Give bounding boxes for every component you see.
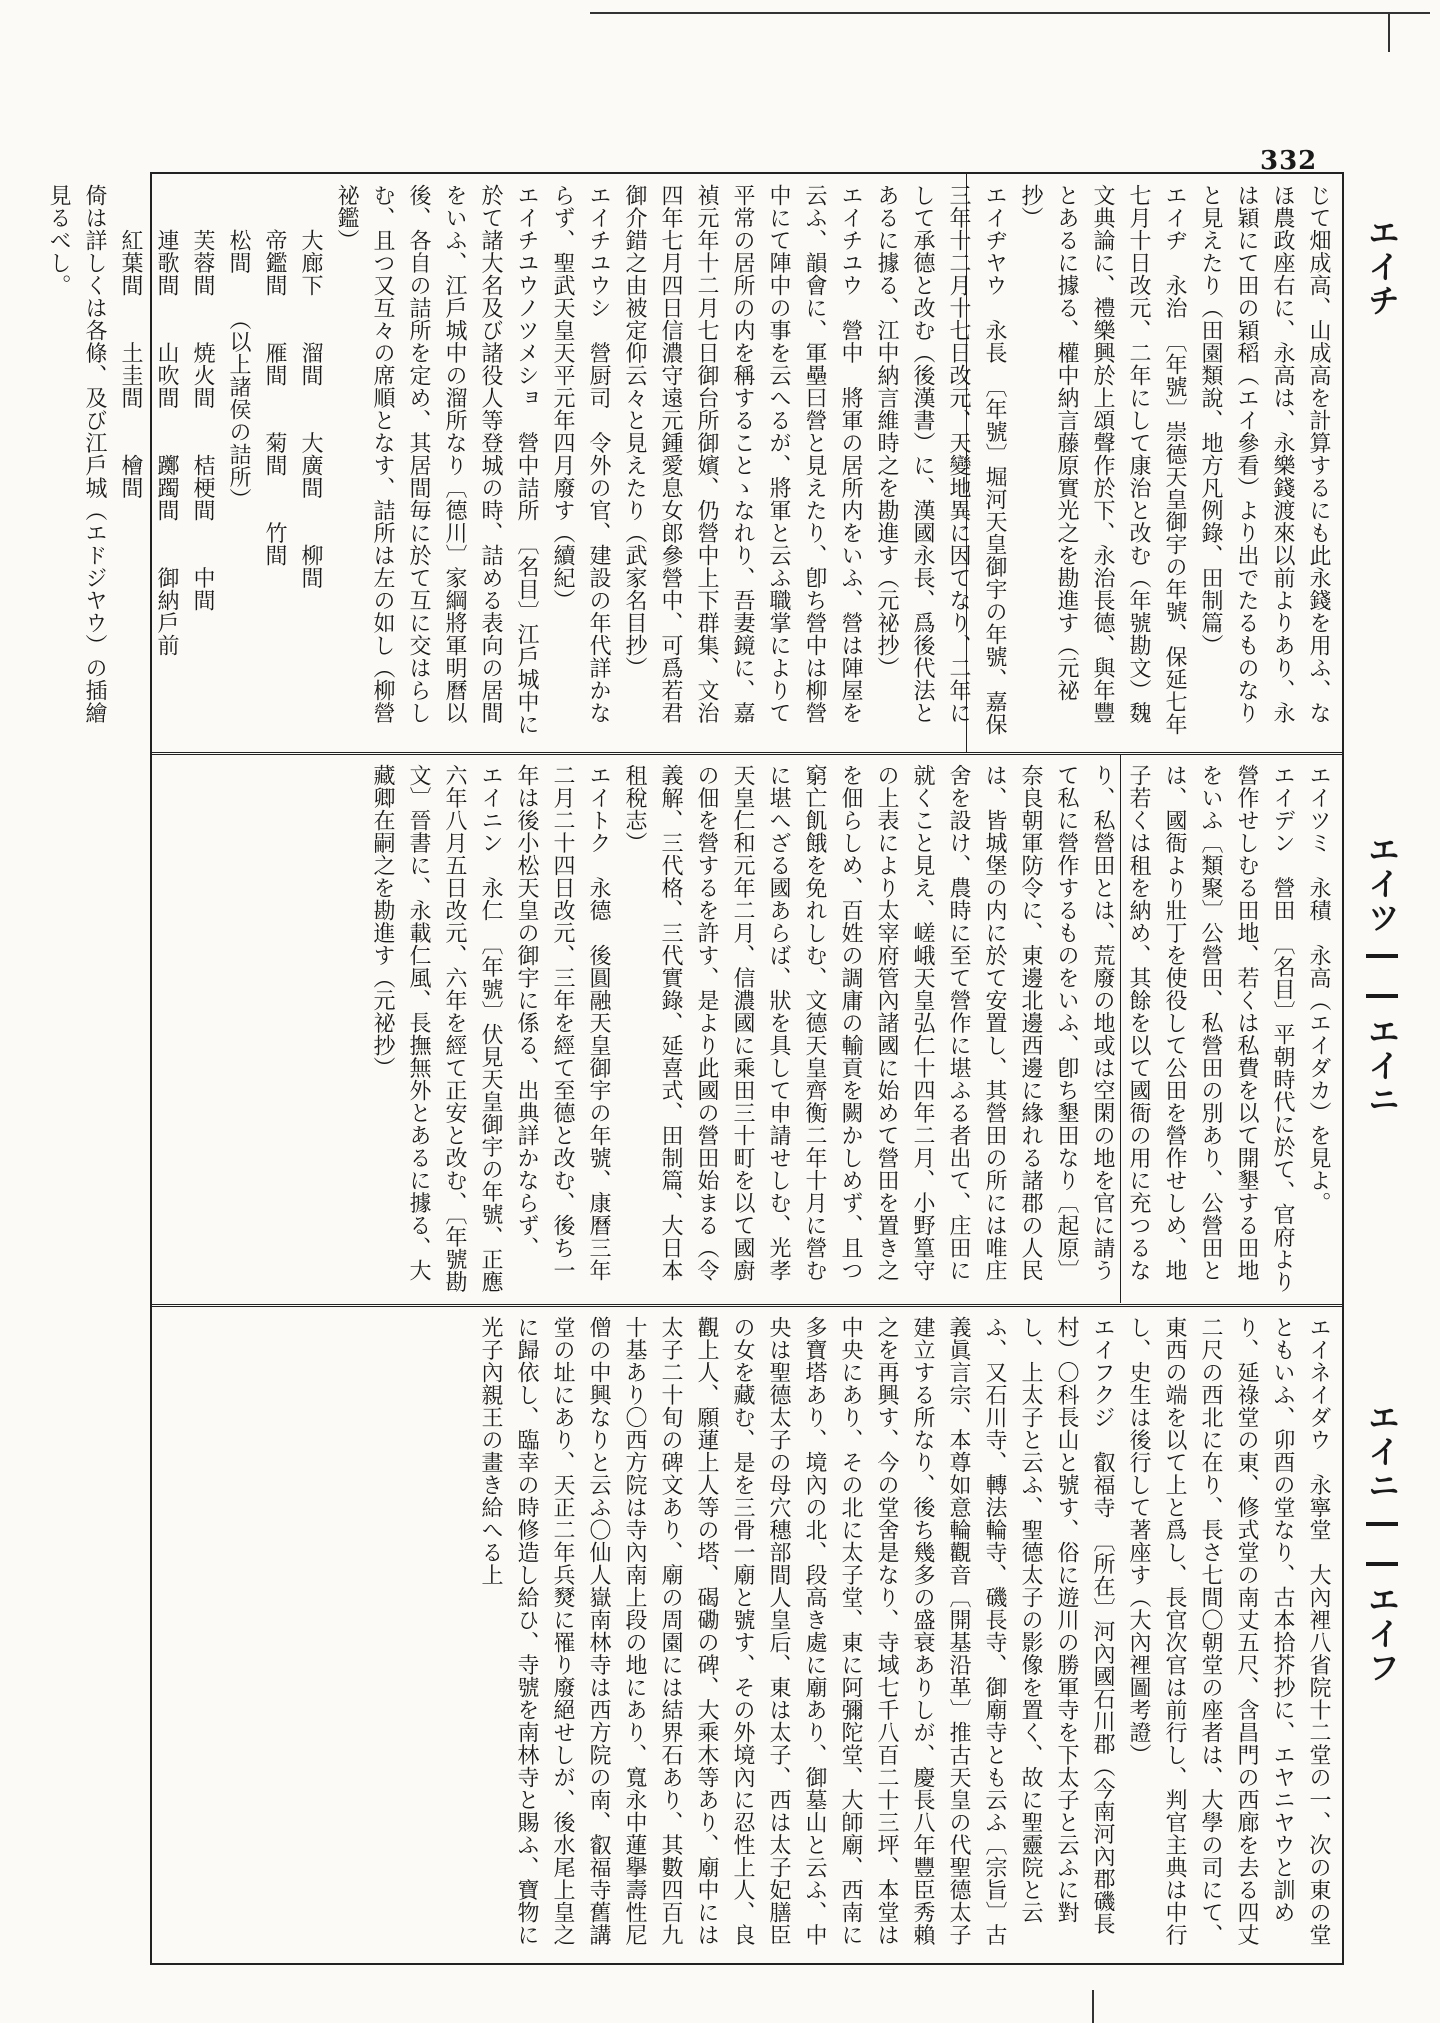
lower-band-text: エイネイダウ 永寧堂 大內裡八省院十二堂の一、次の東の堂ともいふ、卯酉の堂なり、古本拾芥抄に、エヤニヤウと訓めり、延祿堂の東、修式堂の南丈五尺、含昌門の西廊を去る四丈二尺の西北に在り、長さ七間〇朝堂の座者は、大學の司にて、東西の端を以て上と爲し、長官次官は前行し、判官主典は中行し、史生は後行して著座す（大內裡圖考證） エイフクジ 叡福寺 〔所在〕河內國石川郡（今南河內郡磯長村）〇科長山と號す、俗に遊川の勝軍寺を下太子と云ふに對し、上太子と云ふ、聖德太子の影像を置く、故に聖靈院と云ふ、又石川寺、轉法輪寺、磯長寺、御廟寺とも云ふ〔宗旨〕古義眞言宗、本尊如意輪觀音〔開基沿革〕推古天皇の代聖德太子建立する所なり、後ち幾多の盛衰ありしが、慶長八年豐臣秀賴之を再興す、今の堂舍是なり、寺域七千八百二十三坪、本堂は中央にあり、その北に太子堂、東に阿彌陀堂、大師廟、西南に多寶塔あり、境內の北、段高き處に廟あり、御墓山と云ふ、中央は聖德太子の母穴穗部間人皇后、東は太子、西は太子妃膳臣の女を藏む、是を三骨一廟と號す、その外境內に忍性上人、良觀上人、願蓮上人等の塔、碣磡の碑、大乘木等あり、廟中には太子二十旬の碑文あり、廟の周園には結界石あり、其數四百九十基あり〇西方院は寺內南上段の地にあり、寬永中蓮擧壽性尼僧の中興なりと云ふ〇仙人嶽南林寺は西方院の南、叡福寺舊講堂の址にあり、天正二年兵燹に罹り廢絕せしが、後水尾上皇之に歸依し、臨幸の時修造し給ひ、寺號を南林寺と賜ふ、寶物に光子內親王の畫き給へる上 [478,1316,1331,1946]
band-divider-upper [150,752,1344,755]
running-head-upper: エイチ [1363,216,1401,318]
middle-band-text: エイツミ 永積 永高（エイダカ）を見よ。 エイデン 營田 〔名目〕平朝時代に於て、官府より營作せしむる田地、若くは私費を以て開墾する田地をいふ〔類聚〕公營田、私營田の別あり、公營田とは、國衙より壯丁を使役して公田を營作せしめ、地子若くは租を納め、其餘を以て國衙の用に充つるなり、私營田とは、荒廢の地或は空閑の地を官に請うて私に營作するものをいふ、卽ち墾田なり〔起原〕奈良朝軍防令に、東邊北邊西邊に緣れる諸郡の人民は、皆城堡の内に於て安置し、其營田の所には唯庄舍を設け、農時に至て營作に堪ふる者出て、庄田に就くこと見え、嵯峨天皇弘仁十四年二月、小野篁守の上表により太宰府管內諸國に始めて營田を置き之を佃らしめ、百姓の調庸の輸貢を闕かしめず、且つ窮亡飢餓を免れしむ、文德天皇齊衡二年十月に營むに堪へざる國あらば、狀を具して申請せしむ、光孝天皇仁和元年二月、信濃國に乘田三十町を以て國廚の佃を營するを許す、是より此國の營田始まる（令義解、三代格、三代實錄、延喜式、田制篇、大日本租稅志） エイトク 永德 後圓融天皇御宇の年號、康曆三年二月二十四日改元、三年を經て至德と改む、後ち一年は後小松天皇の御宇に係る、出典詳かならず、 エイニン 永仁 〔年號〕伏見天皇御宇の年號、正應六年八月五日改元、六年を經て正安と改む、〔年號勘文〕晉書に、永載仁風、長撫無外とあるに據る、大藏卿在嗣之を勘進す（元祕抄） [370,764,1331,1293]
top-rule [590,12,1430,14]
running-head-middle: エイツ――エイニ [1363,833,1401,1117]
band-divider-lower [150,1304,1344,1307]
bottom-tick [1092,1990,1094,2023]
upper-band-text: じて畑成高、山成高を計算するにも此永錢を用ふ、なほ農政座右に、永高は、永樂錢渡來以前よりあり、永は穎にて田の穎稻（エイ參看）より出でたるものなりと見えたり（田園類說、地方凡例錄、田制篇） エイヂ 永治 〔年號〕崇德天皇御宇の年號、保延七年七月十日改元、二年にして康治と改む（年號勘文）魏文典論に、禮樂興於上頌聲作於下、永治長德、與年豐とあるに據る、權中納言藤原實光之を勘進す（元祕抄） エイヂヤウ 永長 〔年號〕堀河天皇御宇の年號、嘉保三年十二月十七日改元、天變地異に因てなり、二年にして承德と改む（後漢書）に、漢國永長、爲後代法とあるに據る、江中納言維時之を勘進す（元祕抄） エイチユウ 營中 將軍の居所内をいふ、營は陣屋を云ふ、韻會に、軍壘曰營と見えたり、卽ち營中は柳營中にて陣中の事を云へるが、將軍と云ふ職掌によりて平常の居所の内を稱することゝなれり、吾妻鏡に、嘉禎元年十二月七日御台所御嬪、仍營中上下群集、文治四年七月四日信濃守遠元鍾愛息女郎參營中、可爲若君御介錯之由被定仰云々と見えたり（武家名目抄） エイチユウシ 營厨司 令外の官、建設の年代詳かならず、聖武天皇天平元年四月廢す（續紀） エイチユウノツメショ 營中詰所 〔名目〕江戶城中に於て諸大名及び諸役人等登城の時、詰める表向の居間をいふ、江戶城中の溜所なり〔德川〕家綱將軍明曆以後、各自の詰所を定め、其居間毎に於て互に交はらしむ、且つ又互々の席順となす、詰所は左の如し（柳營祕鑑） 大廊下 溜間 大廣間 柳間 帝鑑間 雁間 菊間 竹間 松間 （以上諸侯の詰所） 芙蓉間 焼火間 桔梗間 中間 連歌間 山吹間 躑躅間 御納戶前 紅葉間 土圭間 檜間 倚は詳しくは各條、及び江戶城（エドジヤウ）の插繪見るべし。 [46,184,1331,736]
page-number: 332 [1260,146,1318,176]
running-head-lower: エイニ――エイフ [1363,1401,1401,1685]
top-rule-tick [1388,12,1390,52]
